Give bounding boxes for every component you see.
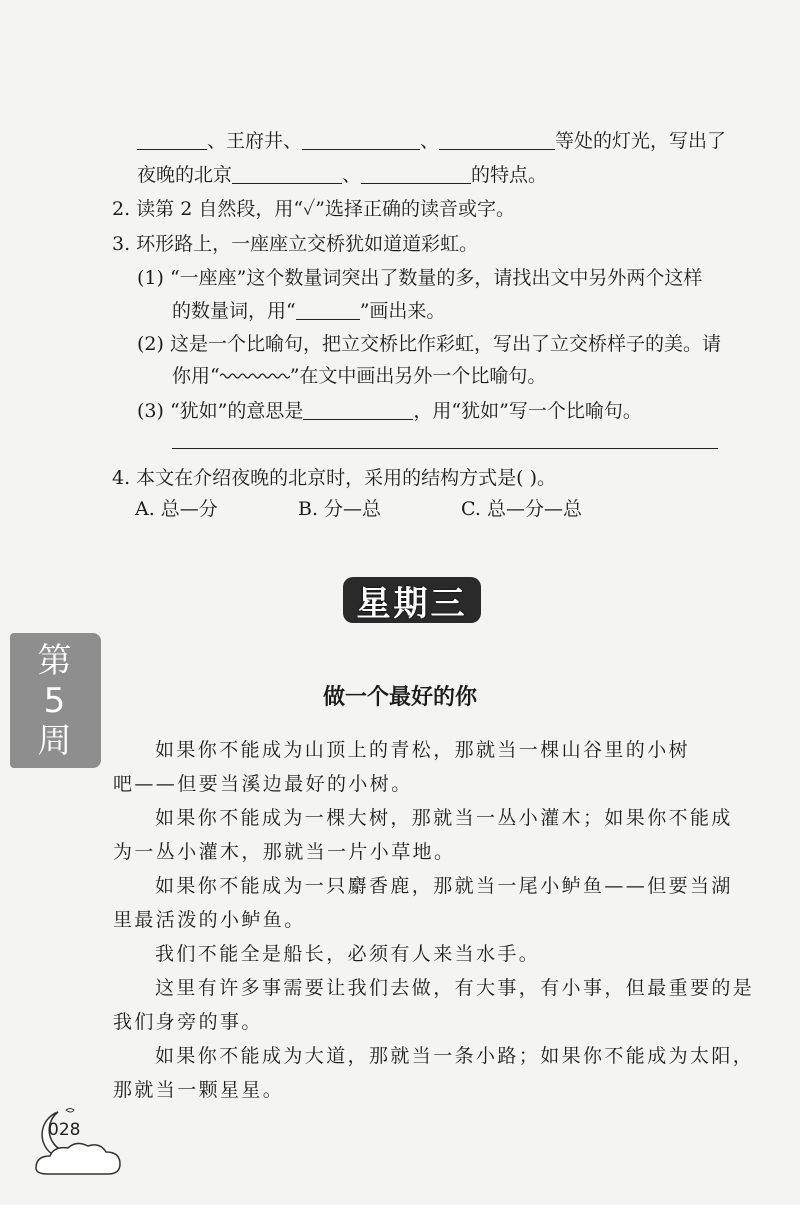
- article-line: 如果你不能成为山顶上的青松，那就当一棵山谷里的小树: [155, 739, 691, 761]
- question-4: 4. 本文在介绍夜晚的北京时，采用的结构方式是( )。: [112, 467, 557, 489]
- answer-blank[interactable]: [302, 129, 420, 150]
- article-line: 如果你不能成为一棵大树，那就当一丛小灌木；如果你不能成: [155, 807, 733, 829]
- article-line: 那就当一颗星星。: [113, 1079, 285, 1101]
- article-line: 如果你不能成为大道，那就当一条小路；如果你不能成为太阳，: [155, 1045, 755, 1067]
- article-line: 这里有许多事需要让我们去做，有大事，有小事，但最重要的是: [155, 977, 755, 999]
- article-line: 如果你不能成为一只麝香鹿，那就当一尾小鲈鱼——但要当湖: [155, 875, 733, 897]
- article-title: 做一个最好的你: [322, 685, 477, 710]
- question-3-sub-1-cont: 的数量词，用“ ”画出来。: [172, 300, 446, 322]
- option-c[interactable]: C. 总—分—总: [461, 498, 582, 520]
- answer-blank[interactable]: [137, 129, 207, 150]
- article-line: 为一丛小灌木，那就当一片小草地。: [113, 841, 456, 863]
- q1-line-1: 、王府井、 、 等处的灯光，写出了: [137, 128, 726, 154]
- answer-line[interactable]: [172, 448, 718, 449]
- question-3-sub-1: (1) “一座座”这个数量词突出了数量的多，请找出文中另外两个这样: [137, 267, 703, 289]
- q1-line-2: 夜晚的北京 、 的特点。: [137, 164, 548, 186]
- article-line: 我们身旁的事。: [113, 1011, 263, 1033]
- option-a[interactable]: A. 总—分: [135, 498, 218, 520]
- week-tab: 第 5 周: [10, 633, 101, 768]
- article-line: 吧——但要当溪边最好的小树。: [113, 773, 413, 795]
- article-line: 我们不能全是船长，必须有人来当水手。: [155, 943, 541, 965]
- moon-cloud-icon: [28, 1108, 138, 1180]
- straight-line-sample: [296, 299, 360, 320]
- answer-blank[interactable]: [361, 163, 471, 184]
- question-3-sub-2-cont: 你用“ ”在文中画出另外一个比喻句。: [172, 365, 547, 387]
- section-badge: 星期三: [343, 577, 481, 623]
- question-3-sub-3: (3) “犹如”的意思是 ，用“犹如”写一个比喻句。: [137, 400, 642, 422]
- question-2: 2. 读第 2 自然段，用“✓”选择正确的读音或字。: [112, 198, 516, 220]
- wavy-line-sample: [220, 372, 290, 380]
- page-number: 028: [48, 1120, 81, 1140]
- answer-blank[interactable]: [232, 163, 342, 184]
- answer-blank[interactable]: [439, 129, 555, 150]
- answer-blank[interactable]: [303, 399, 413, 420]
- question-3: 3. 环形路上，一座座立交桥犹如道道彩虹。: [112, 233, 479, 255]
- option-b[interactable]: B. 分—总: [298, 498, 382, 520]
- question-3-sub-2: (2) 这是一个比喻句，把立交桥比作彩虹，写出了立交桥样子的美。请: [137, 333, 721, 355]
- article-line: 里最活泼的小鲈鱼。: [113, 909, 306, 931]
